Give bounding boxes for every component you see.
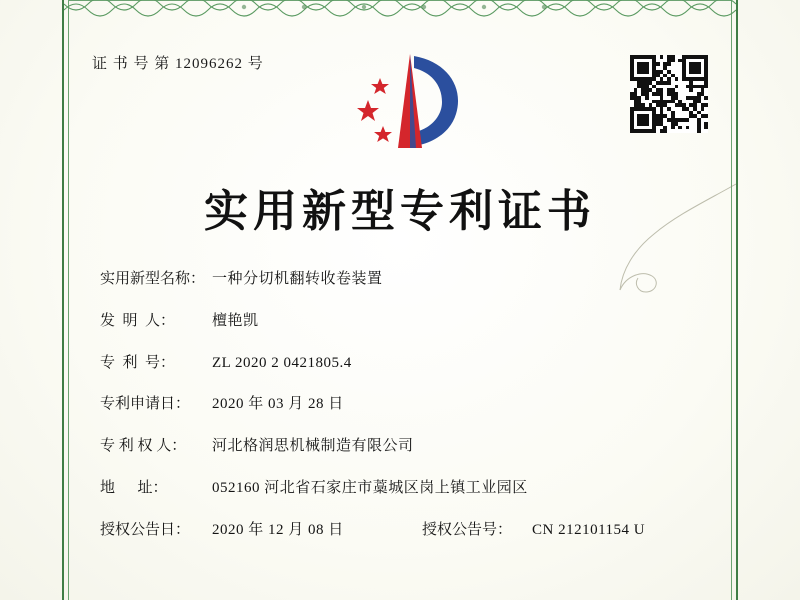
field-row: [100, 479, 700, 498]
field-label: 专 利 号：: [100, 354, 176, 371]
field-value: 052160 河北省石家庄市藁城区岗上镇工业园区: [212, 479, 528, 496]
field-value: ZL 2020 2 0421805.4: [212, 354, 352, 371]
field-row-announcement: [100, 521, 700, 540]
field-value: 一种分切机翻转收卷装置: [212, 271, 383, 287]
field-label: 地 址：: [100, 479, 168, 496]
page-title: 实用新型专利证书: [204, 187, 596, 236]
field-row: [100, 395, 700, 414]
field-value: 2020 年 03 月 28 日: [212, 396, 344, 413]
field-value: 河北格润思机械制造有限公司: [212, 438, 414, 454]
patent-emblem-icon: [352, 48, 472, 158]
field-label: 专利申请日：: [100, 396, 191, 413]
field-label-secondary: 授权公告号：: [422, 521, 513, 538]
field-row: [100, 270, 700, 289]
field-label: 发 明 人：: [100, 312, 176, 329]
field-value-secondary: CN 212101154 U: [532, 521, 646, 538]
qr-code-grid: [630, 55, 708, 133]
field-label: 授权公告日：: [100, 521, 191, 538]
field-row: [100, 312, 700, 331]
top-ornament-band: [64, 0, 736, 18]
field-row: [100, 354, 700, 373]
field-value: 2020 年 12 月 08 日: [212, 521, 344, 538]
field-label: 实用新型名称：: [100, 271, 206, 287]
field-label: 专 利 权 人：: [100, 438, 187, 454]
certificate-fields: [100, 270, 700, 562]
field-row: [100, 437, 700, 456]
field-value: 檀艳凯: [212, 312, 259, 329]
qr-code-icon: [630, 55, 708, 133]
certificate-serial-number: 证 书 号 第 12096262 号: [92, 56, 264, 72]
